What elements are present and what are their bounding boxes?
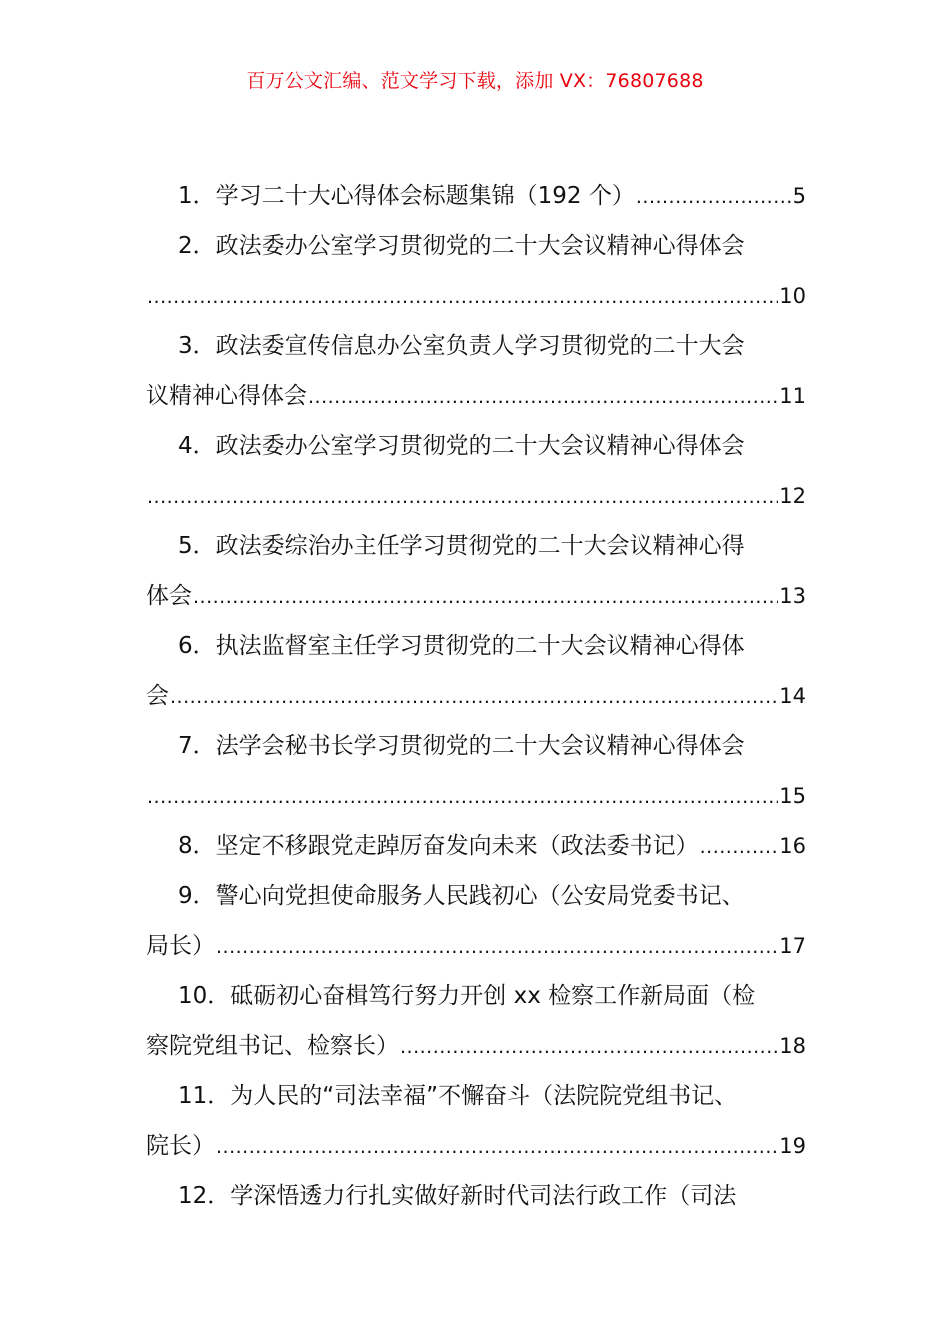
toc-page-number: 19 bbox=[779, 1134, 806, 1158]
toc-entry-title: 8．坚定不移跟党走踔厉奋发向未来（政法委书记） bbox=[178, 833, 699, 859]
toc-entry-title-cont: 察院党组书记、检察长） bbox=[146, 1033, 399, 1059]
toc-leader-dots bbox=[636, 177, 792, 217]
toc-entry[interactable] bbox=[146, 526, 806, 576]
toc-entry-continuation[interactable] bbox=[146, 276, 806, 326]
toc-entry-continuation[interactable] bbox=[146, 776, 806, 826]
toc-entry-continuation[interactable] bbox=[146, 1126, 806, 1176]
toc-page-number: 18 bbox=[779, 1034, 806, 1058]
toc-entry[interactable] bbox=[146, 826, 806, 876]
toc-entry-title: 3．政法委宣传信息办公室负责人学习贯彻党的二十大会 bbox=[178, 333, 745, 359]
toc-page-number: 13 bbox=[779, 584, 806, 608]
toc-entry-title: 5．政法委综治办主任学习贯彻党的二十大会议精神心得 bbox=[178, 533, 745, 559]
toc-entry-continuation[interactable] bbox=[146, 926, 806, 976]
toc-entry[interactable] bbox=[146, 876, 806, 926]
table-of-contents bbox=[146, 176, 806, 1226]
toc-entry-continuation[interactable] bbox=[146, 676, 806, 726]
toc-entry-title-cont: 议精神心得体会 bbox=[146, 383, 307, 409]
toc-entry-title: 11．为人民的“司法幸福”不懈奋斗（法院院党组书记、 bbox=[178, 1083, 738, 1109]
toc-leader-dots bbox=[400, 1027, 778, 1067]
toc-page-number: 15 bbox=[779, 784, 806, 808]
toc-leader-dots bbox=[193, 577, 778, 617]
toc-entry-continuation[interactable] bbox=[146, 1026, 806, 1076]
toc-entry[interactable] bbox=[146, 626, 806, 676]
toc-leader-dots bbox=[216, 1127, 778, 1167]
toc-leader-dots bbox=[308, 377, 778, 417]
toc-entry-title-cont: 局长） bbox=[146, 933, 215, 959]
toc-page-number: 11 bbox=[779, 384, 806, 408]
toc-entry[interactable] bbox=[146, 176, 806, 226]
toc-entry[interactable] bbox=[146, 326, 806, 376]
toc-entry-title: 12．学深悟透力行扎实做好新时代司法行政工作（司法 bbox=[178, 1183, 737, 1209]
toc-entry-continuation[interactable] bbox=[146, 576, 806, 626]
toc-entry-title: 2．政法委办公室学习贯彻党的二十大会议精神心得体会 bbox=[178, 233, 745, 259]
toc-entry-title: 7．法学会秘书长学习贯彻党的二十大会议精神心得体会 bbox=[178, 733, 745, 759]
toc-page-number: 17 bbox=[779, 934, 806, 958]
toc-leader-dots bbox=[170, 677, 778, 717]
toc-entry-title: 9．警心向党担使命服务人民践初心（公安局党委书记、 bbox=[178, 883, 745, 909]
toc-entry-continuation[interactable] bbox=[146, 376, 806, 426]
toc-entry[interactable] bbox=[146, 1076, 806, 1126]
toc-entry-title: 4．政法委办公室学习贯彻党的二十大会议精神心得体会 bbox=[178, 433, 745, 459]
toc-leader-dots bbox=[700, 827, 779, 867]
header-contact-line: 百万公文汇编、范文学习下载，添加 VX：76807688 bbox=[246, 70, 704, 92]
toc-entry[interactable] bbox=[146, 726, 806, 776]
toc-entry[interactable] bbox=[146, 226, 806, 276]
toc-entry-title: 10．砥砺初心奋楫笃行努力开创 xx 检察工作新局面（检 bbox=[178, 983, 756, 1009]
toc-page-number: 10 bbox=[779, 284, 806, 308]
toc-entry[interactable] bbox=[146, 976, 806, 1026]
toc-entry[interactable] bbox=[146, 426, 806, 476]
toc-entry-title-cont: 院长） bbox=[146, 1133, 215, 1159]
toc-leader-dots bbox=[147, 477, 778, 517]
toc-entry-title: 1．学习二十大心得体会标题集锦（192 个） bbox=[178, 183, 635, 209]
toc-entry-title-cont: 会 bbox=[146, 683, 169, 709]
toc-leader-dots bbox=[147, 277, 778, 317]
toc-page-number: 16 bbox=[779, 834, 806, 858]
toc-page-number: 14 bbox=[779, 684, 806, 708]
toc-page-number: 5 bbox=[792, 184, 806, 208]
toc-leader-dots bbox=[216, 927, 778, 967]
toc-entry-continuation[interactable] bbox=[146, 476, 806, 526]
toc-page-number: 12 bbox=[779, 484, 806, 508]
toc-entry-title: 6．执法监督室主任学习贯彻党的二十大会议精神心得体 bbox=[178, 633, 745, 659]
toc-entry[interactable] bbox=[146, 1176, 806, 1226]
toc-leader-dots bbox=[147, 777, 778, 817]
toc-entry-title-cont: 体会 bbox=[146, 583, 192, 609]
